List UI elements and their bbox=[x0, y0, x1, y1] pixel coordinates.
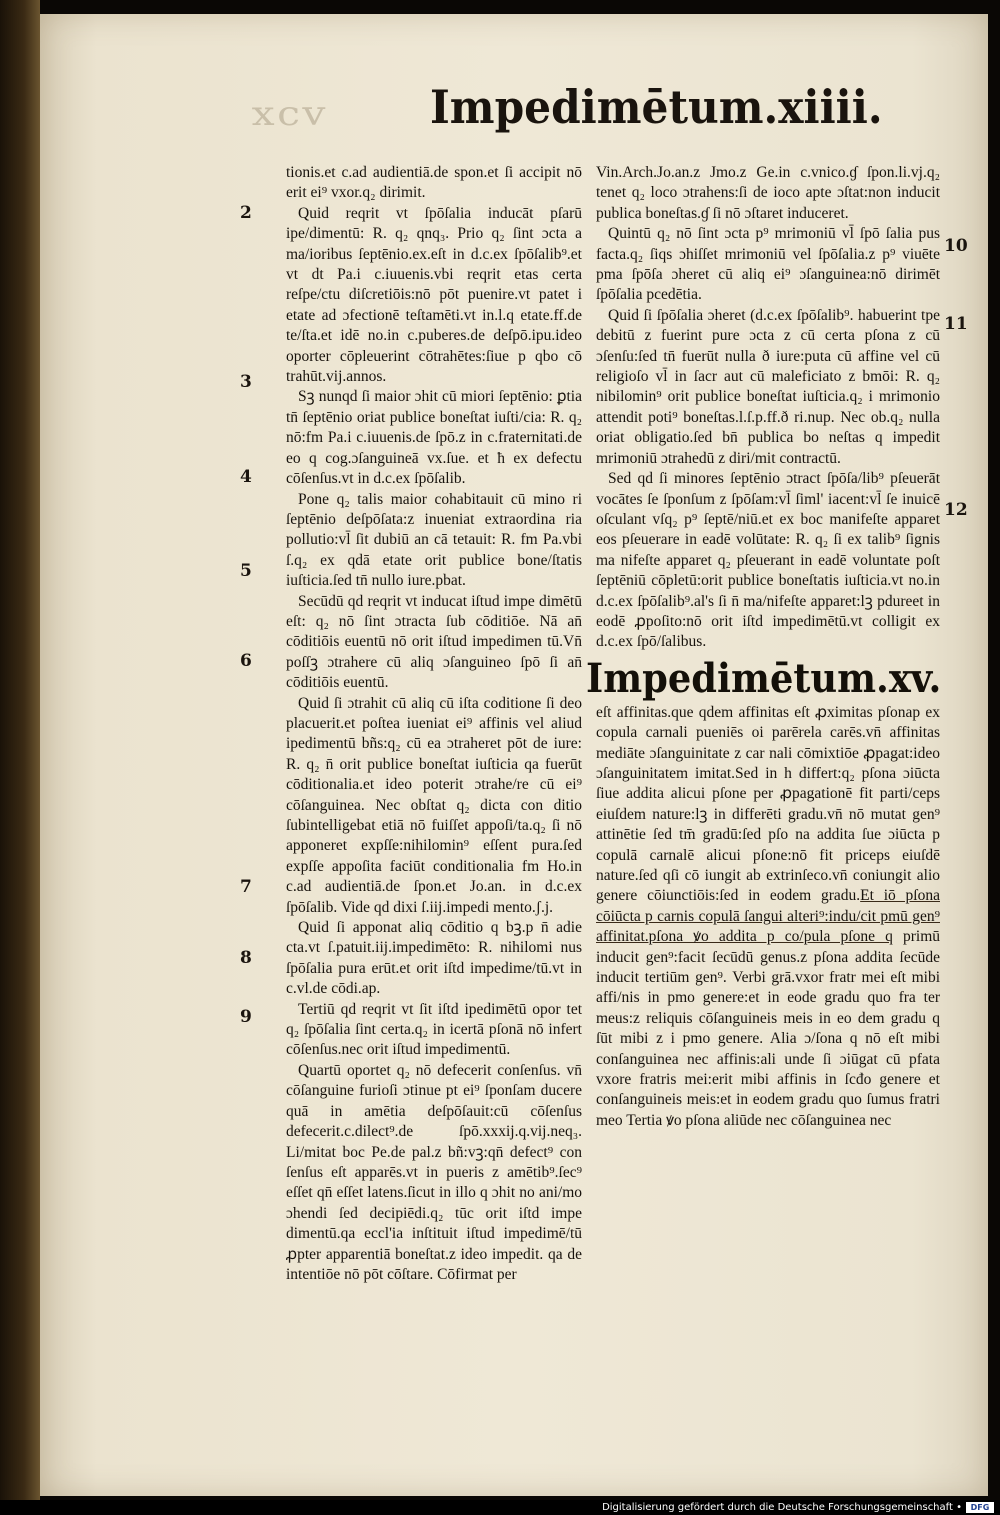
paragraph: Quid reqrit vt ſpōſalia inducāt pſarū ipe/dimentū: R. q₂ qnq₃. Prio q₂ ſint ɔcta a ma/ioribus ſeptēnio.ex.eſt in d.c.ex ſpōſalib⁹.et vt dt Pa.i c.iuuenis.vbi reqrit etas certa reſpe/ctu diſcretiōis:nō pōt puenire.vt patet i etate ad ɔfectionē teſtamēti.vt in.l.q etate.ff.de te/ſta.et idē no.in c.puberes.de deſpō.ipu.ideo oporter cōpleuerint cōtrahētes:ſiue p qbo cō trahūt.vij.annos. bbox=[286, 204, 582, 386]
section-heading: Impedimētum.xv. bbox=[586, 654, 942, 702]
left-column bbox=[286, 163, 582, 1285]
dfg-logo: DFG bbox=[966, 1502, 994, 1513]
paragraph: Sed qd ſi minores ſeptēnio ɔtract ſpōſa/lib⁹ pſeuerāt vocātes ſe ſponſum z ſpōſam:vl̄ ſiml' iacent:vl̄ ſe inuicē oſculant vſq₂ p⁹ ſeptē/niū.et ex boc manifeſte apparet eos pſeuerare in eadē volūtate: R. q₂ ſi ex talib⁹ ſignis ma nifeſte apparet q₂ pſeuerant in eadē voluntate poſt ſeptēniū cōpletū:orit publice boneſtatis iuſticia.vt no.in d.c.ex ſpōſalib⁹.al's ſi n̄ ma/nifeſte apparet:lꝫ pdureet in eodē ꝓpoſito:nō orit iſtd impedimētū.vt colligit ex d.c.ex ſpō/ſalibus. bbox=[596, 470, 940, 651]
margin-number-5: 5 bbox=[240, 561, 252, 581]
running-head: Impedimētum.xiiii. bbox=[430, 80, 883, 134]
text-run: primū inducit gen⁹:facit ſecūdū genus.z pſona addita ſecūde inducit tertiūm gen⁹. Verbi grā.vxor fratr mei eſt mibi affi/nis in pmo genere:et in eode gradu quo fra ter meus:z reliquis cōſanguineis meis in eo dem gradu q ſūt mibi z i pmo genere. Alia ɔ/ſona q nō eſt mibi conſanguinea nec affinis:ali unde ſi ɔiūgat cū pfata vxore fratris mei:erit mibi affinis in ſcđo genere et conſanguineis meis:et in eodem gradu quo ſumus fratri meo Tertia ꝟo pſona aliūde nec cōſanguinea nec bbox=[596, 928, 940, 1129]
margin-number-4: 4 bbox=[240, 467, 252, 487]
margin-number-2: 2 bbox=[240, 203, 252, 223]
paragraph: Tertiū qd reqrit vt ſit iſtd ipedimētū opor tet q₂ ſpōſalia ſint certa.q₂ in icertā pſonā nō infert cōſenſus.nec orit iſtud impedimentū. bbox=[286, 1000, 582, 1059]
paragraph: Pone q₂ talis maior cohabitauit cū mino ri ſeptēnio deſpōſata:z inueniat extraordina ria pollutio:vl̄ ſit dubiū an cā tetauit: R. fm Pa.vbi ſ.q₂ ex qdā etate orit publice bone/ſtatis iuſticia.ſed tn̄ nullo iure.pbat. bbox=[286, 490, 582, 590]
paragraph: Quintū q₂ nō ſint ɔcta p⁹ mrimoniū vl̄ ſpō ſalia pus facta.q₂ ſiqs ɔhiſſet mrimoniū vel ſpōſalia.z p⁹ viuēte pma ſpōſa ɔheret cū aliq ei⁹ ɔſanguinea:nō dirimēt ſpōſalia pcedētia. bbox=[596, 225, 940, 304]
paragraph: tionis.et c.ad audientiā.de spon.et ſi accipit nō erit ei⁹ vxor.q₂ dirimit. bbox=[286, 164, 582, 202]
paragraph: Secūdū qd reqrit vt inducat iſtud impe dimētū eſt: q₂ nō ſint ɔtracta ſub cōditiōe. Nā an̄ cōditiōis euentū nō orit iſtud impedimen tū.Vn̄ poſſꝫ ɔtrahere cū aliq ɔſanguineo ſpō ſi an̄ cōditiōis euentū. bbox=[286, 592, 582, 692]
book-spine bbox=[0, 0, 40, 1500]
margin-number-12: 12 bbox=[944, 500, 968, 520]
text-run: eſt affinitas.que qdem affinitas eſt ꝓximitas pſonap ex copula carnali pueniēs oi parērela carēs.vn̄ affinitas mediāte ɔſanguinitate z car nali cōmixtiōe ꝓpagat:ideo ɔſanguinitatem imitat.Sed in h differt:q₂ pſona ɔiūcta ſiue addita alicui pſone per ꝓpagationē fit parti/ceps eiuſdem nature:lꝫ in differēti gradu.vn̄ nō mutat gen⁹ attinētie ſed tm̄ gradū:ſed pſo na addita ſue ɔiūcta p copulā carnalē alicui pſone:nō fit priceps eiuſdē nature.ſed qſi cō iungit ab extrinſeco.vn̄ coniungit alio genere cōiunctiōis:ſed in eodem gradu. bbox=[596, 703, 940, 905]
margin-number-9: 9 bbox=[240, 1007, 252, 1027]
paragraph bbox=[596, 703, 940, 1132]
margin-number-11: 11 bbox=[944, 314, 968, 334]
paragraph: Quid ſi apponat aliq cōditio q bꝫ.p n̄ adie cta.vt ſ.patuit.iij.impedimēto: R. nihilomi nus ſpōſalia pura erūt.et orit iſtd impedime/tū.vt in c.vl.de cōdi.ap. bbox=[286, 919, 582, 998]
margin-number-7: 7 bbox=[240, 877, 252, 897]
paragraph: Vin.Arch.Jo.an.z Jmo.z Ge.in c.vnico.ɠ ſpon.li.vj.q₂ tenet q₂ loco ɔtrahens:ſi de ioco apte ɔſtat:non inducit publica boneſtas.ɠ ſi nō ɔſtaret induceret. bbox=[596, 164, 940, 222]
bleed-through-mark: xcv bbox=[251, 94, 328, 134]
paragraph: Sꝫ nunqd ſi maior ɔhit cū miori ſeptēnio: ꝑtia tn̄ ſeptēnio oriat publice boneſtat iuſti/cia: R. q₂ nō:fm Pa.i c.iuuenis.de ſpō.z in c.fraternitati.de eo q cog.ɔſanguineā vx.ſue. et ħ ex defectu cōſenſus.vt in d.c.ex ſpōſalib. bbox=[286, 388, 582, 488]
margin-number-3: 3 bbox=[240, 372, 252, 392]
margin-number-6: 6 bbox=[240, 651, 252, 671]
paragraph: Quid ſi ſpōſalia ɔheret (d.c.ex ſpōſalib⁹. habuerint tpe debitū z fuerint pure ɔcta z cū certa pſona z cū ɔſenſu:ſed tn̄ fuerūt nulla ð iure:puta cū affine vel cū religioſo vl̄ in ſacr aut cū maleficiato z bmōi: R. q₂ nibilomin⁹ orit publice boneſtat iuſticia.q₂ i mrimonio attendit poti⁹ boneſtas.l.ſ.p.ff.ð ri.nup. Nec ob.q₂ nulla oriat obligatio.ſed bn̄ publica bo neſtas q impedit mrimoniū ɔtrahedū z diri/mit contractū. bbox=[596, 306, 940, 467]
margin-number-8: 8 bbox=[240, 948, 252, 968]
underlined-passage: Et iō pſona cōiūcta p carnis copulā ſangui alteri⁹:indu/cit pmū gen⁹ affinitat.pſona ꝟo addita p co/pula pſone q bbox=[596, 887, 940, 946]
paragraph: Quid ſi ɔtrahit cū aliq cū iſta coditione ſi deo placuerit.et poſtea iueniat ei⁹ affinis vel aliud ipedimentū bñs:q₂ cū ea ɔtraheret pōt de iure: R. q₂ n̄ orit publice boneſtat iuſticia qa fuerūt cōditionalia.et ideo poterit ɔtrahe/re cū ei⁹ cōſanguinea. Nec obſtat q₂ dicta con ditio ſubintelligebat etiā nō fuiſſet appoſi/ta.q₂ ſi nō apponeret expſſe:nihilomin⁹ eſſent pura.ſed expſſe appoſita faciūt conditionalia fm Ho.in c.ad audientiā.de ſpon.et Jo.an. in d.c.ex ſpōſalib. Vide qd dixi ſ.iij.impedi mento.ʃ.j. bbox=[286, 694, 582, 916]
digitization-footer bbox=[0, 1500, 1000, 1515]
margin-number-10: 10 bbox=[944, 236, 968, 256]
footer-credit: Digitalisierung gefördert durch die Deutsche Forschungsgemeinschaft • bbox=[602, 1502, 962, 1513]
paragraph: Quartū oportet q₂ nō defecerit conſenſus. vn̄ cōſanguine furioſi ɔtinue pt ei⁹ ſponſam ducere quā in amētia deſpōſauit:cū cōſenſus defecerit.c.dilect⁹.de ſpō.xxxij.q.vij.neq₃. Li/mitat boc Pe.de pal.z bñ:vꝫ:qn̄ defect⁹ con ſenſus eſt apparēs.vt in pueris z amētib⁹.ſec⁹ eſſet qn̄ eſſet latens.ſicut in illo q ɔhit no ani/mo ɔhendi ſed decipiēdi.q₂ tūc orit iſtd impe dimentū.qa eccl'ia inſtituit iſtud impedimē/tū ꝓpter apparentiā boneſtat.z ideo impedit. qa de intentiōe nō pōt cōſtare. Cōfirmat per bbox=[286, 1061, 582, 1283]
right-column bbox=[586, 163, 942, 1131]
